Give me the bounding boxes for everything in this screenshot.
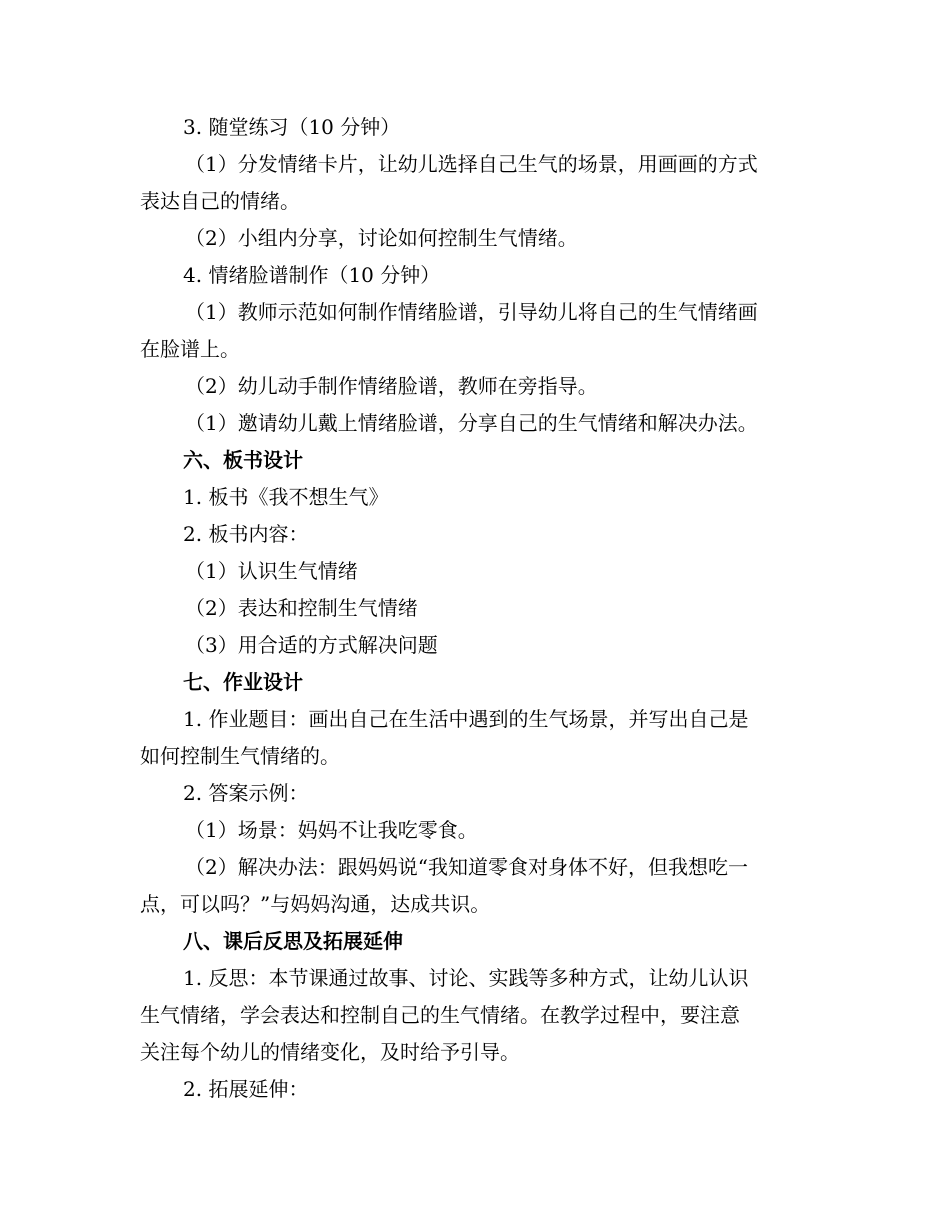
section-heading: 七、作业设计 [183, 670, 303, 694]
section-heading: 八、课后反思及拓展延伸 [183, 929, 403, 953]
list-item: 2. 板书内容： [183, 522, 309, 546]
paragraph-continuation: 在脸谱上。 [140, 337, 240, 361]
sub-item: （2）幼儿动手制作情绪脸谱，教师在旁指导。 [185, 374, 598, 398]
sub-item: （2）小组内分享，讨论如何控制生气情绪。 [185, 226, 578, 250]
list-item: 3. 随堂练习（10 分钟） [183, 115, 401, 139]
list-item: 1. 反思：本节课通过故事、讨论、实践等多种方式，让幼儿认识 [183, 966, 749, 990]
list-item: 1. 作业题目：画出自己在生活中遇到的生气场景，并写出自己是 [183, 707, 749, 731]
sub-item: （1）教师示范如何制作情绪脸谱，引导幼儿将自己的生气情绪画 [185, 300, 758, 324]
sub-item: （2）表达和控制生气情绪 [185, 596, 418, 620]
paragraph-continuation: 生气情绪，学会表达和控制自己的生气情绪。在教学过程中，要注意 [140, 1003, 740, 1027]
list-item: 1. 板书《我不想生气》 [183, 485, 389, 509]
sub-item: （3）用合适的方式解决问题 [185, 633, 438, 657]
sub-item: （1）认识生气情绪 [185, 559, 358, 583]
paragraph-continuation: 如何控制生气情绪的。 [140, 744, 340, 768]
list-item: 4. 情绪脸谱制作（10 分钟） [183, 263, 441, 287]
sub-item: （2）解决办法：跟妈妈说“我知道零食对身体不好，但我想吃一 [185, 855, 748, 879]
paragraph-continuation: 点，可以吗？”与妈妈沟通，达成共识。 [140, 892, 491, 916]
sub-item: （1）分发情绪卡片，让幼儿选择自己生气的场景，用画画的方式 [185, 152, 758, 176]
list-item: 2. 拓展延伸： [183, 1077, 309, 1101]
paragraph-continuation: 表达自己的情绪。 [140, 189, 300, 213]
section-heading: 六、板书设计 [183, 448, 303, 472]
list-item: 2. 答案示例： [183, 781, 309, 805]
sub-item: （1）邀请幼儿戴上情绪脸谱，分享自己的生气情绪和解决办法。 [185, 411, 758, 435]
sub-item: （1）场景：妈妈不让我吃零食。 [185, 818, 478, 842]
paragraph-continuation: 关注每个幼儿的情绪变化，及时给予引导。 [140, 1040, 520, 1064]
